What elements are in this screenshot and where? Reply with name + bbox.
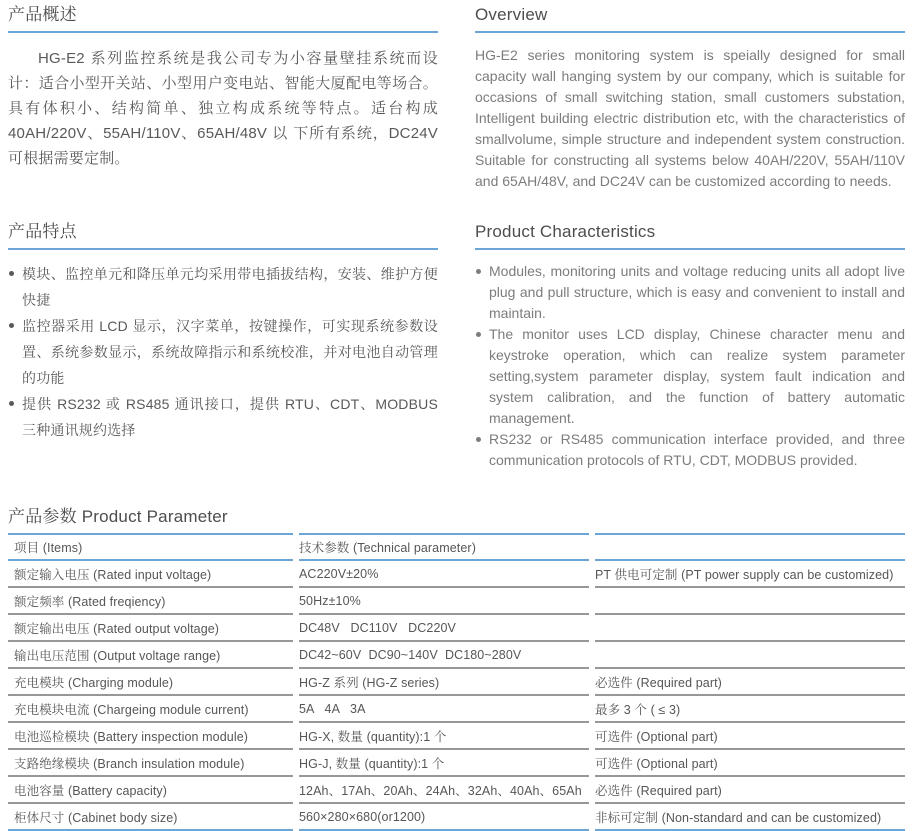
param-note [595, 642, 905, 669]
list-item [475, 324, 905, 429]
table-row [8, 615, 905, 642]
overview-en-text: HG-E2 series monitoring system is speially designed for small capacity wall hanging system by our company, which is suitable for occasions of small switching station, small customers substation, Intelligent building electric distribution etc, with the characteristics of smallvolume, simple structure and independent system construction. Suitable for constructing all systems below 40AH/220V, 55AH/110V and 65AH/48V, and DC24V can be customized according to needs. [475, 47, 905, 189]
param-value: 12Ah、17Ah、20Ah、24Ah、32Ah、40Ah、65Ah [299, 777, 589, 804]
param-item: 额定输出电压 (Rated output voltage) [8, 615, 293, 642]
param-value: 560×280×680(or1200) [299, 804, 589, 831]
param-value: DC48V DC110V DC220V [299, 615, 589, 642]
table-header-row [8, 533, 905, 561]
param-value: DC42~60V DC90~140V DC180~280V [299, 642, 589, 669]
section-features-cn [8, 221, 438, 443]
table-row [8, 777, 905, 804]
table-row [8, 669, 905, 696]
param-note: 最多 3 个 ( ≤ 3) [595, 696, 905, 723]
features-en-title: Product Characteristics [475, 221, 905, 250]
list-item [475, 429, 905, 471]
param-value: HG-X, 数量 (quantity):1 个 [299, 723, 589, 750]
list-item [475, 261, 905, 324]
param-value: 5A 4A 3A [299, 696, 589, 723]
list-item [8, 261, 438, 313]
param-value: AC220V±20% [299, 561, 589, 588]
features-en-list [475, 261, 905, 471]
param-item: 柜体尺寸 (Cabinet body size) [8, 804, 293, 831]
param-value: HG-J, 数量 (quantity):1 个 [299, 750, 589, 777]
param-item: 电池巡检模块 (Battery inspection module) [8, 723, 293, 750]
param-note: 非标可定制 (Non-standard and can be customized) [595, 804, 905, 831]
param-note: 必选件 (Required part) [595, 777, 905, 804]
column-header-items: 项目 (Items) [8, 533, 293, 561]
param-note: PT 供电可定制 (PT power supply can be customized) [595, 561, 905, 588]
table-row [8, 804, 905, 831]
table-row [8, 750, 905, 777]
feature-text: 提供 RS232 或 RS485 通讯接口，提供 RTU、CDT、MODBUS 三种通讯规约选择 [22, 396, 438, 438]
section-overview-en [475, 4, 905, 192]
table-row [8, 642, 905, 669]
table-row [8, 723, 905, 750]
features-cn-title: 产品特点 [8, 221, 438, 250]
feature-text: 模块、监控单元和降压单元均采用带电插拔结构，安装、维护方便快捷 [22, 266, 438, 308]
list-item [8, 391, 438, 443]
parameters-table [8, 533, 905, 831]
bullet-icon [475, 261, 489, 324]
parameters-title: 产品参数 Product Parameter [8, 507, 228, 526]
section-features-en [475, 221, 905, 471]
bullet-icon [475, 429, 489, 471]
section-overview-cn [8, 4, 438, 171]
table-row [8, 588, 905, 615]
param-item: 输出电压范围 (Output voltage range) [8, 642, 293, 669]
feature-text: 监控器采用 LCD 显示，汉字菜单，按键操作，可实现系统参数设置、系统参数显示，系统故障指示和系统校准，并对电池自动管理的功能 [22, 318, 438, 386]
param-item: 电池容量 (Battery capacity) [8, 777, 293, 804]
section-parameters [8, 506, 905, 831]
param-item: 支路绝缘模块 (Branch insulation module) [8, 750, 293, 777]
overview-row [8, 4, 905, 192]
param-item: 充电模块 (Charging module) [8, 669, 293, 696]
column-header-technical-parameter: 技术参数 (Technical parameter) [299, 533, 589, 561]
bullet-icon [8, 313, 22, 391]
param-note [595, 588, 905, 615]
param-note: 必选件 (Required part) [595, 669, 905, 696]
feature-text: Modules, monitoring units and voltage reducing units all adopt live plug and pull structure, which is easy and convenient to install and maintain. [489, 263, 905, 321]
bullet-icon [8, 391, 22, 443]
param-item: 充电模块电流 (Chargeing module current) [8, 696, 293, 723]
overview-cn-text: HG-E2 系列监控系统是我公司专为小容量壁挂系统而设计：适合小型开关站、小型用户变电站、智能大厦配电等场合。具有体积小、结构简单、独立构成系统等特点。适台构成 40AH/220V、55AH/110V、65AH/48V 以 下所有系统，DC24V 可根据需要定制。 [8, 50, 438, 167]
param-note: 可选件 (Optional part) [595, 723, 905, 750]
list-item [8, 313, 438, 391]
param-value: 50Hz±10% [299, 588, 589, 615]
param-note [595, 615, 905, 642]
feature-text: RS232 or RS485 communication interface provided, and three communication protocols of RTU, CDT, MODBUS provided. [489, 431, 905, 468]
column-header-note [595, 533, 905, 561]
table-row [8, 561, 905, 588]
table-row [8, 696, 905, 723]
param-item: 额定输入电压 (Rated input voltage) [8, 561, 293, 588]
param-value: HG-Z 系列 (HG-Z series) [299, 669, 589, 696]
features-cn-list [8, 261, 438, 443]
overview-en-title: Overview [475, 4, 905, 33]
param-item: 额定频率 (Rated freqiency) [8, 588, 293, 615]
bullet-icon [475, 324, 489, 429]
bullet-icon [8, 261, 22, 313]
feature-text: The monitor uses LCD display, Chinese character menu and keystroke operation, which can realize system parameter setting,system parameter display, system fault indication and system calibration, and the function of battery automatic management. [489, 326, 905, 426]
features-row [8, 221, 905, 471]
overview-cn-title: 产品概述 [8, 4, 438, 33]
param-note: 可选件 (Optional part) [595, 750, 905, 777]
